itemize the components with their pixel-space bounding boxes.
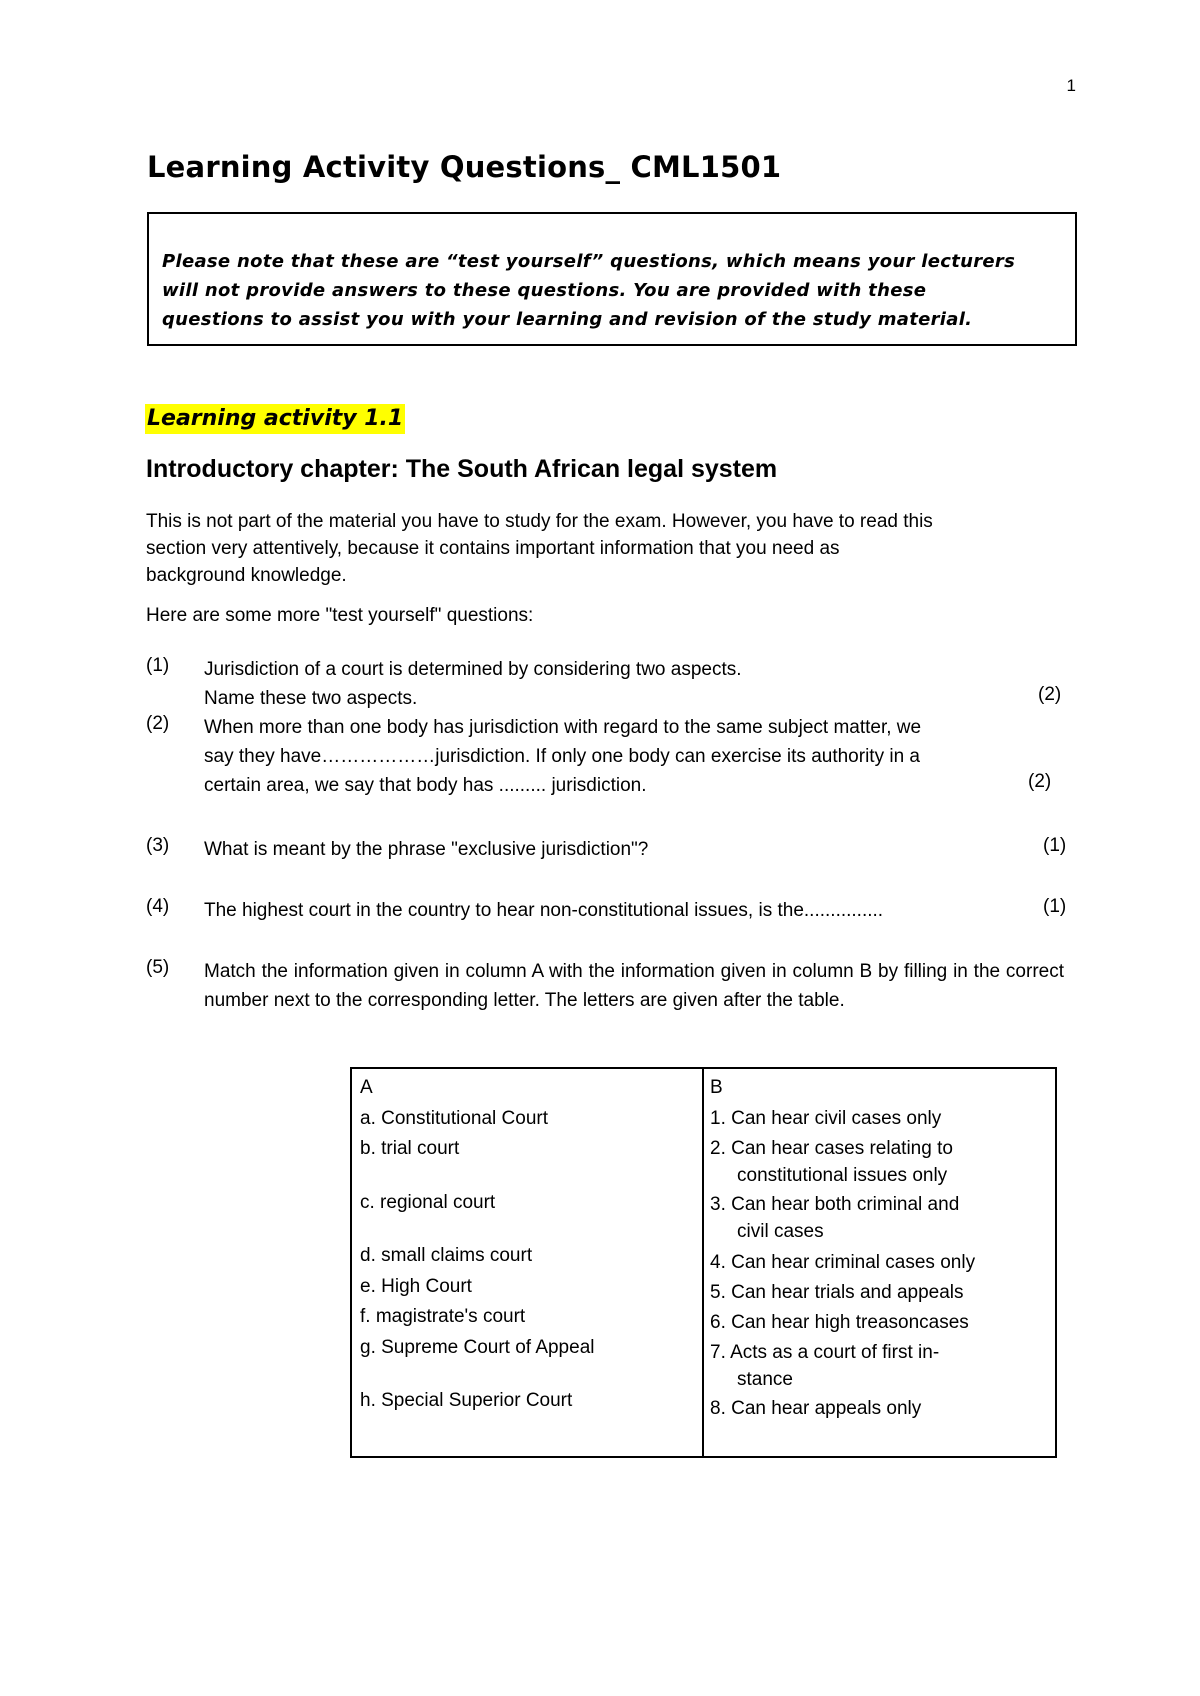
notice-text: [162, 247, 1061, 334]
question-2-line-2: say they have………………jurisdiction. If only one body can exercise its authority in a: [204, 746, 920, 767]
document-title: Learning Activity Questions_ CML1501: [147, 150, 782, 184]
column-a-item-f: f. magistrate's court: [360, 1306, 526, 1327]
notice-line-1: Please note that these are “test yourself” questions, which means your lecturers: [162, 251, 1016, 272]
question-2-line-1: When more than one body has jurisdiction with regard to the same subject matter, we: [204, 717, 922, 738]
notice-line-3: questions to assist you with your learning and revision of the study material.: [162, 309, 973, 330]
page-number: 1: [1066, 76, 1076, 95]
column-a-item-d: d. small claims court: [360, 1245, 533, 1266]
intro-line-1: This is not part of the material you have to study for the exam. However, you have to read this: [146, 511, 933, 532]
column-a-item-h: h. Special Superior Court: [360, 1390, 573, 1411]
question-1-marks: (2): [1038, 684, 1062, 705]
question-1-line-1: Jurisdiction of a court is determined by considering two aspects.: [204, 659, 742, 680]
question-3-marks: (1): [1043, 835, 1067, 856]
column-a-item-g: g. Supreme Court of Appeal: [360, 1337, 595, 1358]
matching-table: [350, 1067, 1057, 1458]
column-b-item-7-cont: stance: [737, 1369, 793, 1390]
column-b-item-8: 8. Can hear appeals only: [710, 1398, 922, 1419]
notice-line-2: will not provide answers to these questions. You are provided with these: [162, 280, 927, 301]
column-b-item-3: 3. Can hear both criminal and: [710, 1194, 960, 1215]
intro-paragraph: [146, 508, 1076, 589]
column-b-header: B: [710, 1077, 723, 1098]
question-5-text: Match the information given in column A with the information given in column B by filling in the correct number next to the corresponding letter. The letters are given after the table.: [204, 961, 1064, 1011]
notice-box: [147, 212, 1077, 346]
column-a-header: A: [360, 1077, 373, 1098]
column-divider: [702, 1069, 704, 1456]
activity-label: Learning activity 1.1: [145, 404, 405, 434]
column-a-item-e: e. High Court: [360, 1276, 472, 1297]
question-1-number: (1): [146, 655, 170, 676]
column-a-item-c: c. regional court: [360, 1192, 496, 1213]
question-2-line-3: certain area, we say that body has ......... jurisdiction.: [204, 775, 647, 796]
column-a-item-a: a. Constitutional Court: [360, 1108, 548, 1129]
question-2-text: [204, 713, 921, 800]
column-b-item-2: 2. Can hear cases relating to: [710, 1138, 953, 1159]
question-1-text: [204, 655, 742, 713]
column-b-item-2-cont: constitutional issues only: [737, 1165, 948, 1186]
column-b-item-5: 5. Can hear trials and appeals: [710, 1282, 964, 1303]
question-4-text: The highest court in the country to hear non-constitutional issues, is the...............: [204, 900, 884, 921]
intro-line-3: background knowledge.: [146, 565, 347, 586]
column-b-item-6: 6. Can hear high treasoncases: [710, 1312, 969, 1333]
question-2-number: (2): [146, 713, 170, 734]
question-5-number: (5): [146, 957, 170, 978]
question-2-marks: (2): [1028, 771, 1052, 792]
column-b-item-1: 1. Can hear civil cases only: [710, 1108, 942, 1129]
lead-in-text: Here are some more "test yourself" questions:: [146, 605, 534, 626]
question-4-marks: (1): [1043, 896, 1067, 917]
column-b-item-3-cont: civil cases: [737, 1221, 824, 1242]
intro-line-2: section very attentively, because it contains important information that you need as: [146, 538, 840, 559]
column-b-item-7: 7. Acts as a court of first in-: [710, 1342, 940, 1363]
question-3-text: What is meant by the phrase "exclusive jurisdiction"?: [204, 839, 649, 860]
question-1-line-2: Name these two aspects.: [204, 688, 418, 709]
column-b-item-4: 4. Can hear criminal cases only: [710, 1252, 976, 1273]
question-3-number: (3): [146, 835, 170, 856]
chapter-heading: Introductory chapter: The South African legal system: [146, 455, 778, 483]
column-a-item-b: b. trial court: [360, 1138, 460, 1159]
question-4-number: (4): [146, 896, 170, 917]
